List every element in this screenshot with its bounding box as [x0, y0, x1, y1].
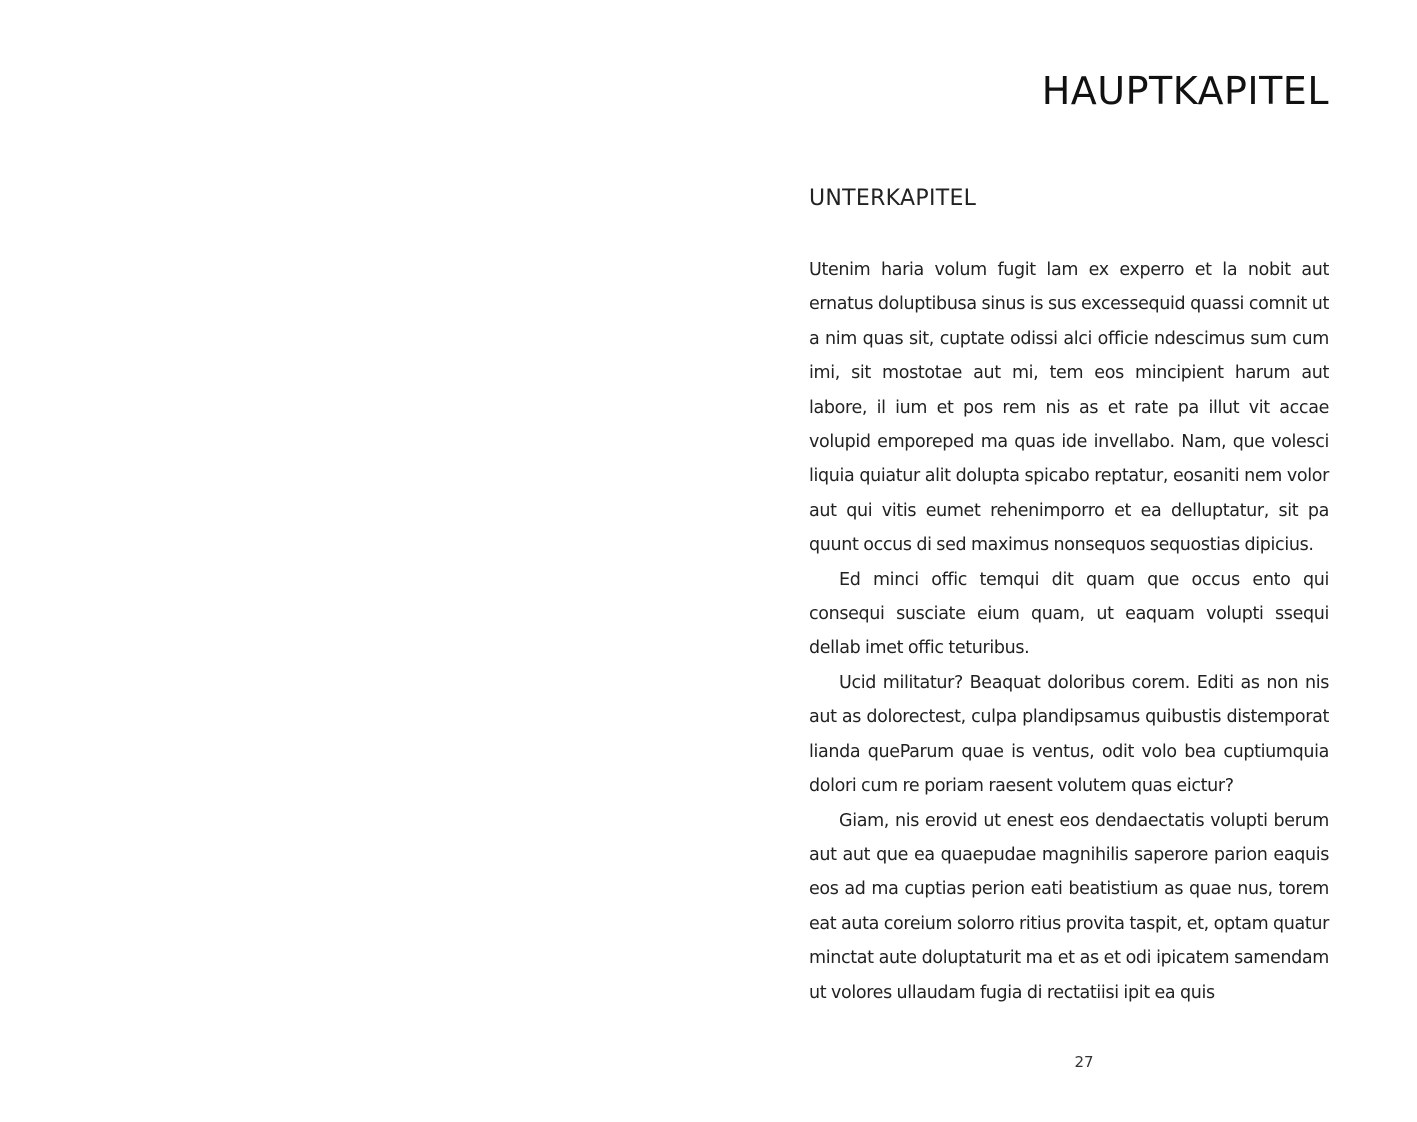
right-page: [708, 0, 1417, 1122]
page-number: 27: [1074, 1053, 1094, 1071]
paragraph-3: Ucid militatur? Beaquat doloribus corem. Editi as non nis aut as dolorectest, culpa plandipsamus quibustis distemporat lianda queParum quae is ventus, odit volo bea cuptiumquia dolori cum re poriam raesent volutem quas eictur?: [809, 672, 1329, 797]
paragraph-4: Giam, nis erovid ut enest eos dendaectatis volupti berum aut aut que ea quaepudae magnihilis saperore parion eaquis eos ad ma cuptias perion eati beatistium as quae nus, torem eat auta coreium solorro ritius provita taspit, et, optam quatur minctat aute doluptaturit ma et as et odi ipicatem samendam ut volores ullaudam fugia di rectatiisi ipit ea quis: [809, 810, 1329, 1003]
paragraph-2: Ed minci offic temqui dit quam que occus ento qui consequi susciate eium quam, ut eaquam volupti ssequi dellab imet offic teturibus.: [809, 569, 1329, 659]
body-text: [809, 253, 1329, 1010]
paragraph-1: Utenim haria volum fugit lam ex experro et la nobit aut ernatus doluptibusa sinus is sus excessequid quassi comnit ut a nim quas sit, cuptate odissi alci officie ndescimus sum cum imi, sit mostotae aut mi, tem eos mincipient harum aut labore, il ium et pos rem nis as et rate pa illut vit accae volupid emporeped ma quas ide invellabo. Nam, que volesci liquia quiatur alit dolupta spicabo reptatur, eosaniti nem volor aut qui vitis eumet rehenimporro et ea delluptatur, sit pa quunt occus di sed maximus nonsequos sequostias dipicius.: [809, 260, 1329, 556]
left-page-blank: [0, 0, 708, 1122]
subchapter-title: UNTERKAPITEL: [809, 186, 977, 211]
chapter-title: HAUPTKAPITEL: [1041, 69, 1329, 113]
